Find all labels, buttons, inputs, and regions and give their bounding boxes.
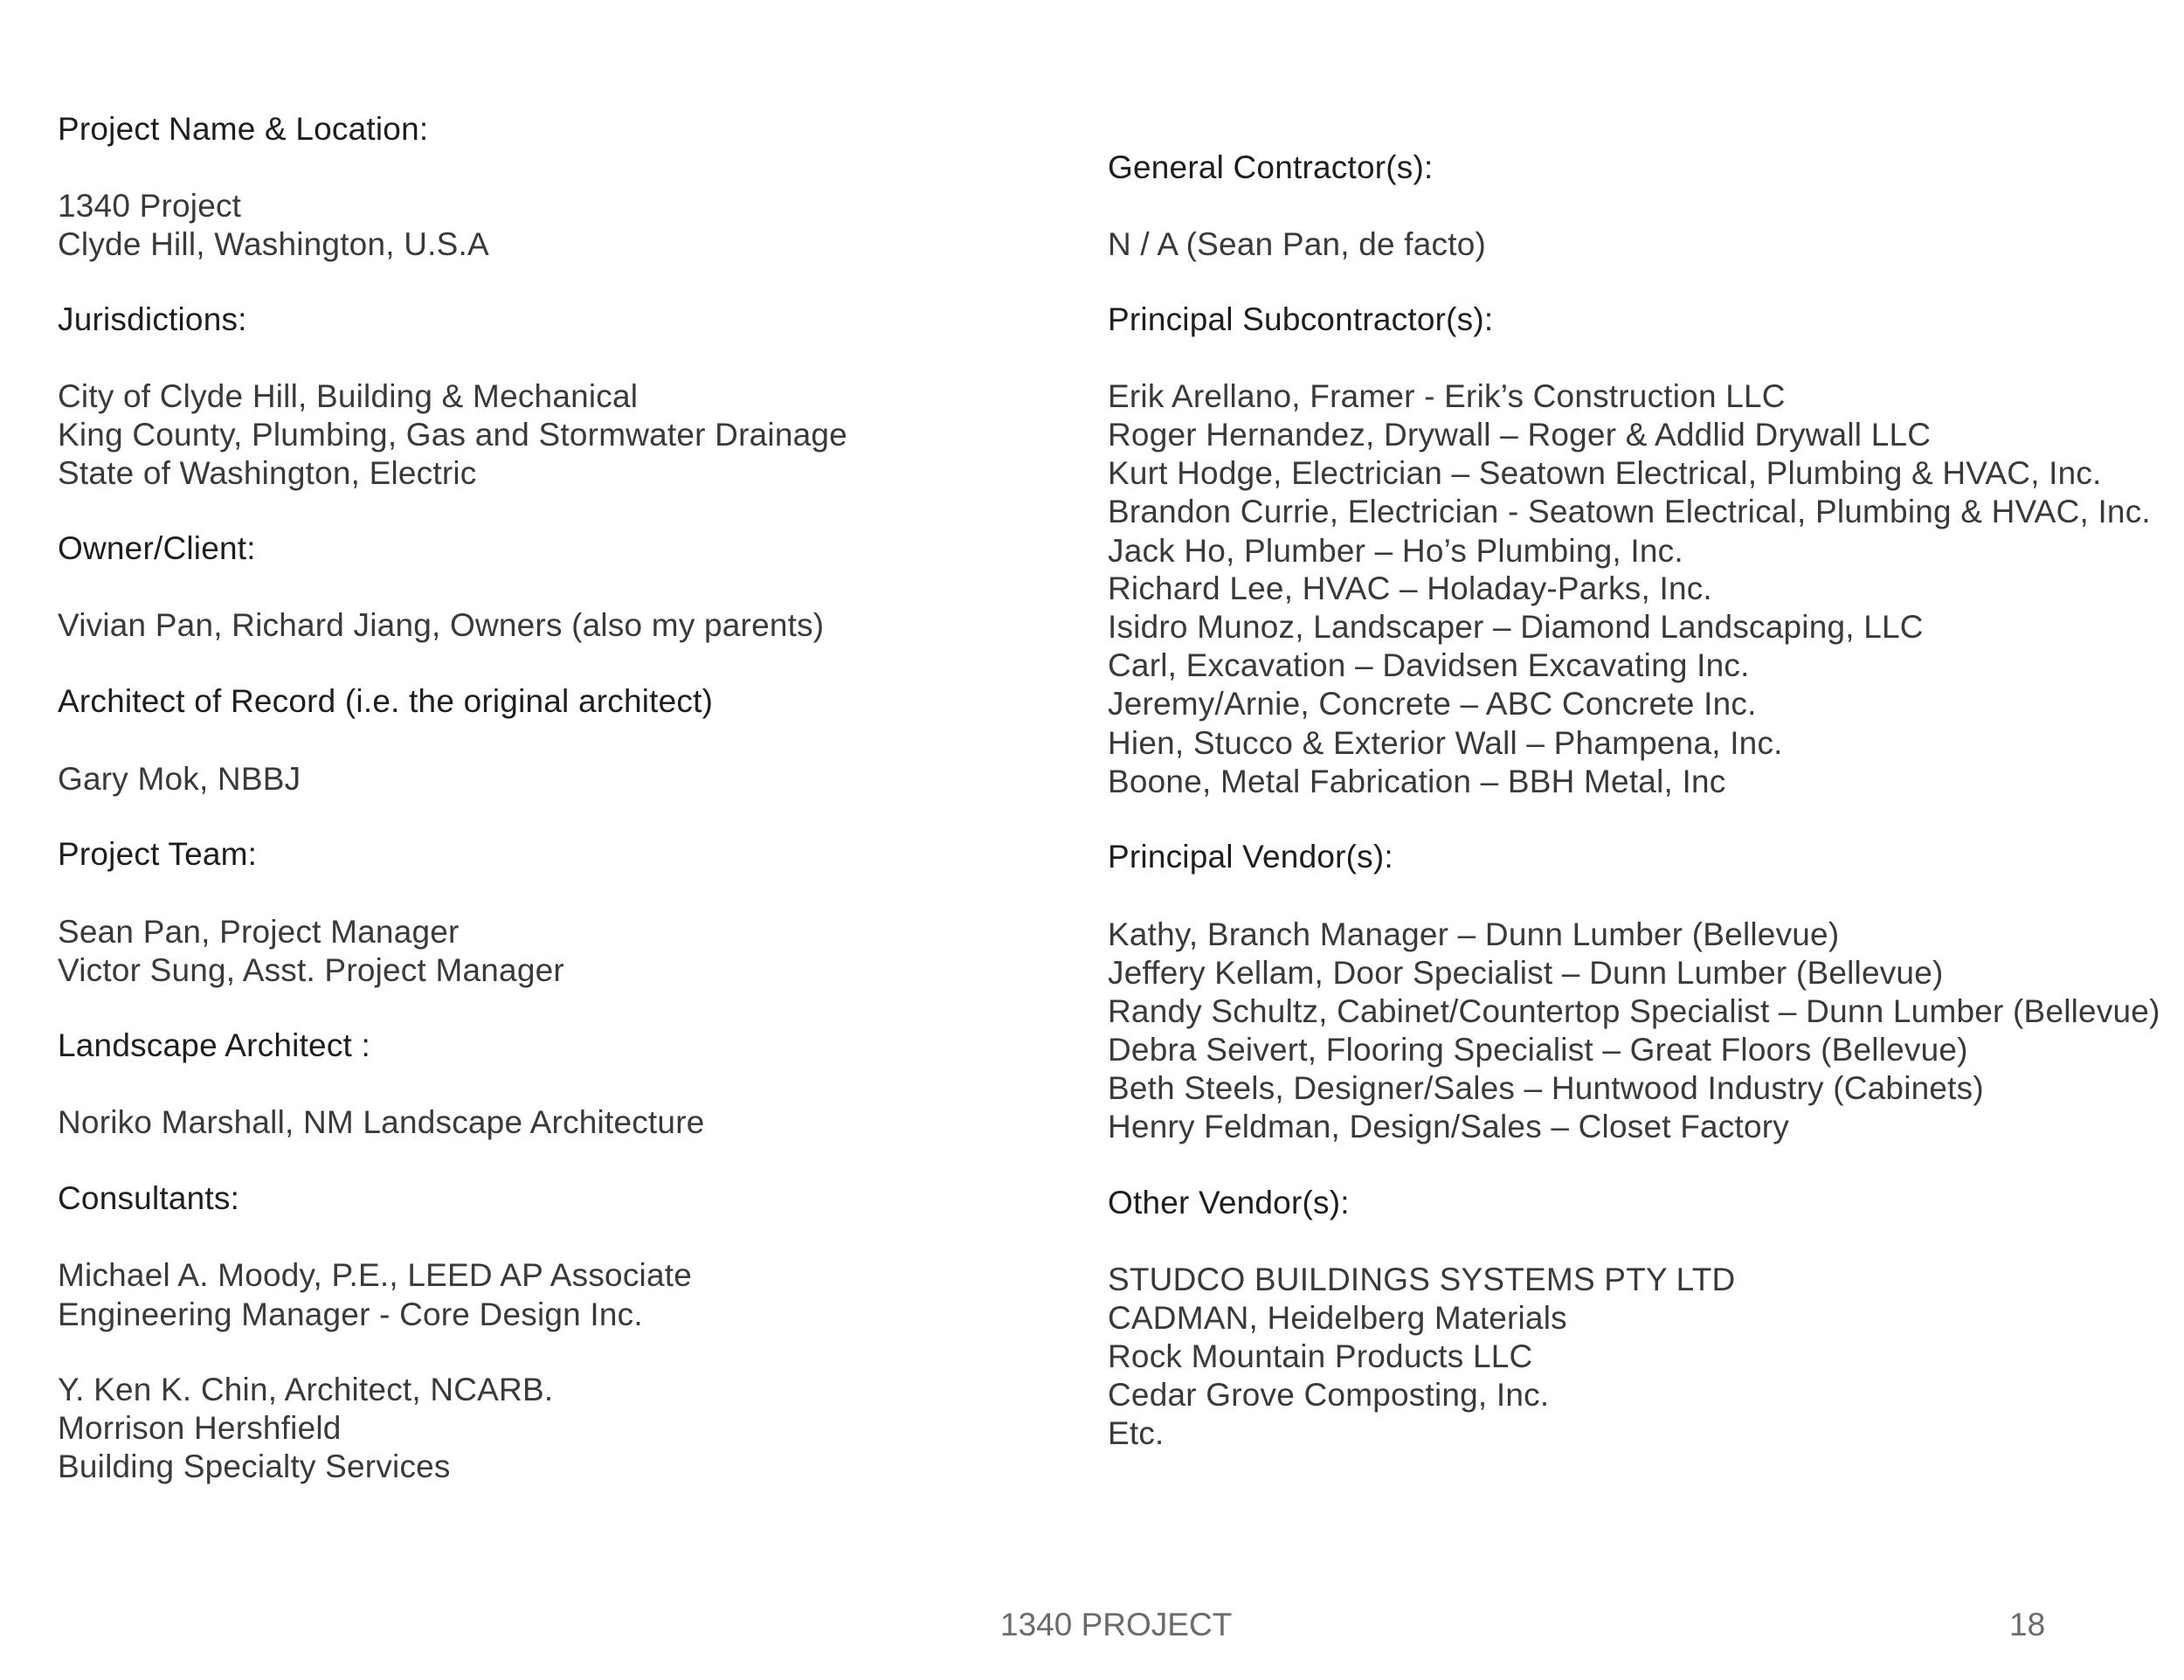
other-vendor-item: Rock Mountain Products LLC bbox=[1108, 1338, 1533, 1374]
other-vendors-heading: Other Vendor(s): bbox=[1108, 1185, 1350, 1220]
landscape-text: Noriko Marshall, NM Landscape Architecture bbox=[58, 1104, 705, 1140]
subcontractor-item: Richard Lee, HVAC – Holaday-Parks, Inc. bbox=[1108, 570, 1712, 606]
subcontractor-item: Isidro Munoz, Landscaper – Diamond Landscaping, LLC bbox=[1108, 609, 1924, 645]
project-heading: Project Name & Location: bbox=[58, 111, 429, 147]
consultant-line: Morrison Hershfield bbox=[58, 1410, 342, 1446]
vendor-item: Jeffery Kellam, Door Specialist – Dunn Lumber (Bellevue) bbox=[1108, 955, 1944, 991]
owner-text: Vivian Pan, Richard Jiang, Owners (also my parents) bbox=[58, 607, 825, 643]
subs-heading: Principal Subcontractor(s): bbox=[1108, 301, 1494, 337]
vendor-item: Randy Schultz, Cabinet/Countertop Specialist – Dunn Lumber (Bellevue) bbox=[1108, 993, 2160, 1029]
subcontractor-item: Jack Ho, Plumber – Ho’s Plumbing, Inc. bbox=[1108, 533, 1683, 569]
subcontractor-item: Roger Hernandez, Drywall – Roger & Addlid Drywall LLC bbox=[1108, 417, 1932, 453]
subcontractor-item: Jeremy/Arnie, Concrete – ABC Concrete Inc. bbox=[1108, 686, 1757, 722]
jurisdiction-item: City of Clyde Hill, Building & Mechanical bbox=[58, 378, 639, 414]
gc-heading: General Contractor(s): bbox=[1108, 149, 1434, 185]
other-vendor-item: STUDCO BUILDINGS SYSTEMS PTY LTD bbox=[1108, 1262, 1736, 1297]
other-vendor-item: Etc. bbox=[1108, 1415, 1165, 1451]
consultant-line: Building Specialty Services bbox=[58, 1448, 451, 1484]
other-vendor-item: CADMAN, Heidelberg Materials bbox=[1108, 1300, 1567, 1336]
jurisdiction-item: State of Washington, Electric bbox=[58, 455, 477, 491]
landscape-heading: Landscape Architect : bbox=[58, 1027, 370, 1063]
vendor-item: Debra Seivert, Flooring Specialist – Great Floors (Bellevue) bbox=[1108, 1032, 1968, 1068]
footer-title: 1340 PROJECT bbox=[1000, 1607, 1233, 1642]
vendor-item: Henry Feldman, Design/Sales – Closet Factory bbox=[1108, 1109, 1789, 1144]
consultant-line: Engineering Manager - Core Design Inc. bbox=[58, 1296, 643, 1332]
subcontractor-item: Brandon Currie, Electrician - Seatown Electrical, Plumbing & HVAC, Inc. bbox=[1108, 494, 2151, 529]
project-name: 1340 Project bbox=[58, 188, 242, 224]
page-number: 18 bbox=[2009, 1607, 2046, 1642]
vendor-item: Beth Steels, Designer/Sales – Huntwood Industry (Cabinets) bbox=[1108, 1070, 1984, 1106]
owner-heading: Owner/Client: bbox=[58, 530, 256, 566]
team-heading: Project Team: bbox=[58, 836, 258, 872]
vendors-heading: Principal Vendor(s): bbox=[1108, 839, 1393, 875]
subcontractor-item: Kurt Hodge, Electrician – Seatown Electrical, Plumbing & HVAC, Inc. bbox=[1108, 455, 2102, 491]
consultant-line: Y. Ken K. Chin, Architect, NCARB. bbox=[58, 1372, 554, 1407]
consultants-heading: Consultants: bbox=[58, 1180, 240, 1216]
architect-text: Gary Mok, NBBJ bbox=[58, 761, 301, 797]
gc-text: N / A (Sean Pan, de facto) bbox=[1108, 226, 1487, 262]
consultant-line: Michael A. Moody, P.E., LEED AP Associate bbox=[58, 1257, 692, 1293]
jurisdiction-item: King County, Plumbing, Gas and Stormwater Drainage bbox=[58, 417, 847, 453]
subcontractor-item: Hien, Stucco & Exterior Wall – Phampena, Inc. bbox=[1108, 725, 1783, 761]
architect-heading: Architect of Record (i.e. the original architect) bbox=[58, 683, 714, 719]
jurisdictions-heading: Jurisdictions: bbox=[58, 301, 247, 337]
subcontractor-item: Carl, Excavation – Davidsen Excavating Inc. bbox=[1108, 647, 1750, 683]
subcontractor-item: Erik Arellano, Framer - Erik’s Construction LLC bbox=[1108, 378, 1786, 414]
vendor-item: Kathy, Branch Manager – Dunn Lumber (Bellevue) bbox=[1108, 916, 1840, 952]
other-vendor-item: Cedar Grove Composting, Inc. bbox=[1108, 1377, 1550, 1413]
team-member: Sean Pan, Project Manager bbox=[58, 914, 460, 950]
project-location: Clyde Hill, Washington, U.S.A bbox=[58, 226, 489, 262]
team-member: Victor Sung, Asst. Project Manager bbox=[58, 952, 564, 988]
subcontractor-item: Boone, Metal Fabrication – BBH Metal, Inc bbox=[1108, 764, 1726, 799]
